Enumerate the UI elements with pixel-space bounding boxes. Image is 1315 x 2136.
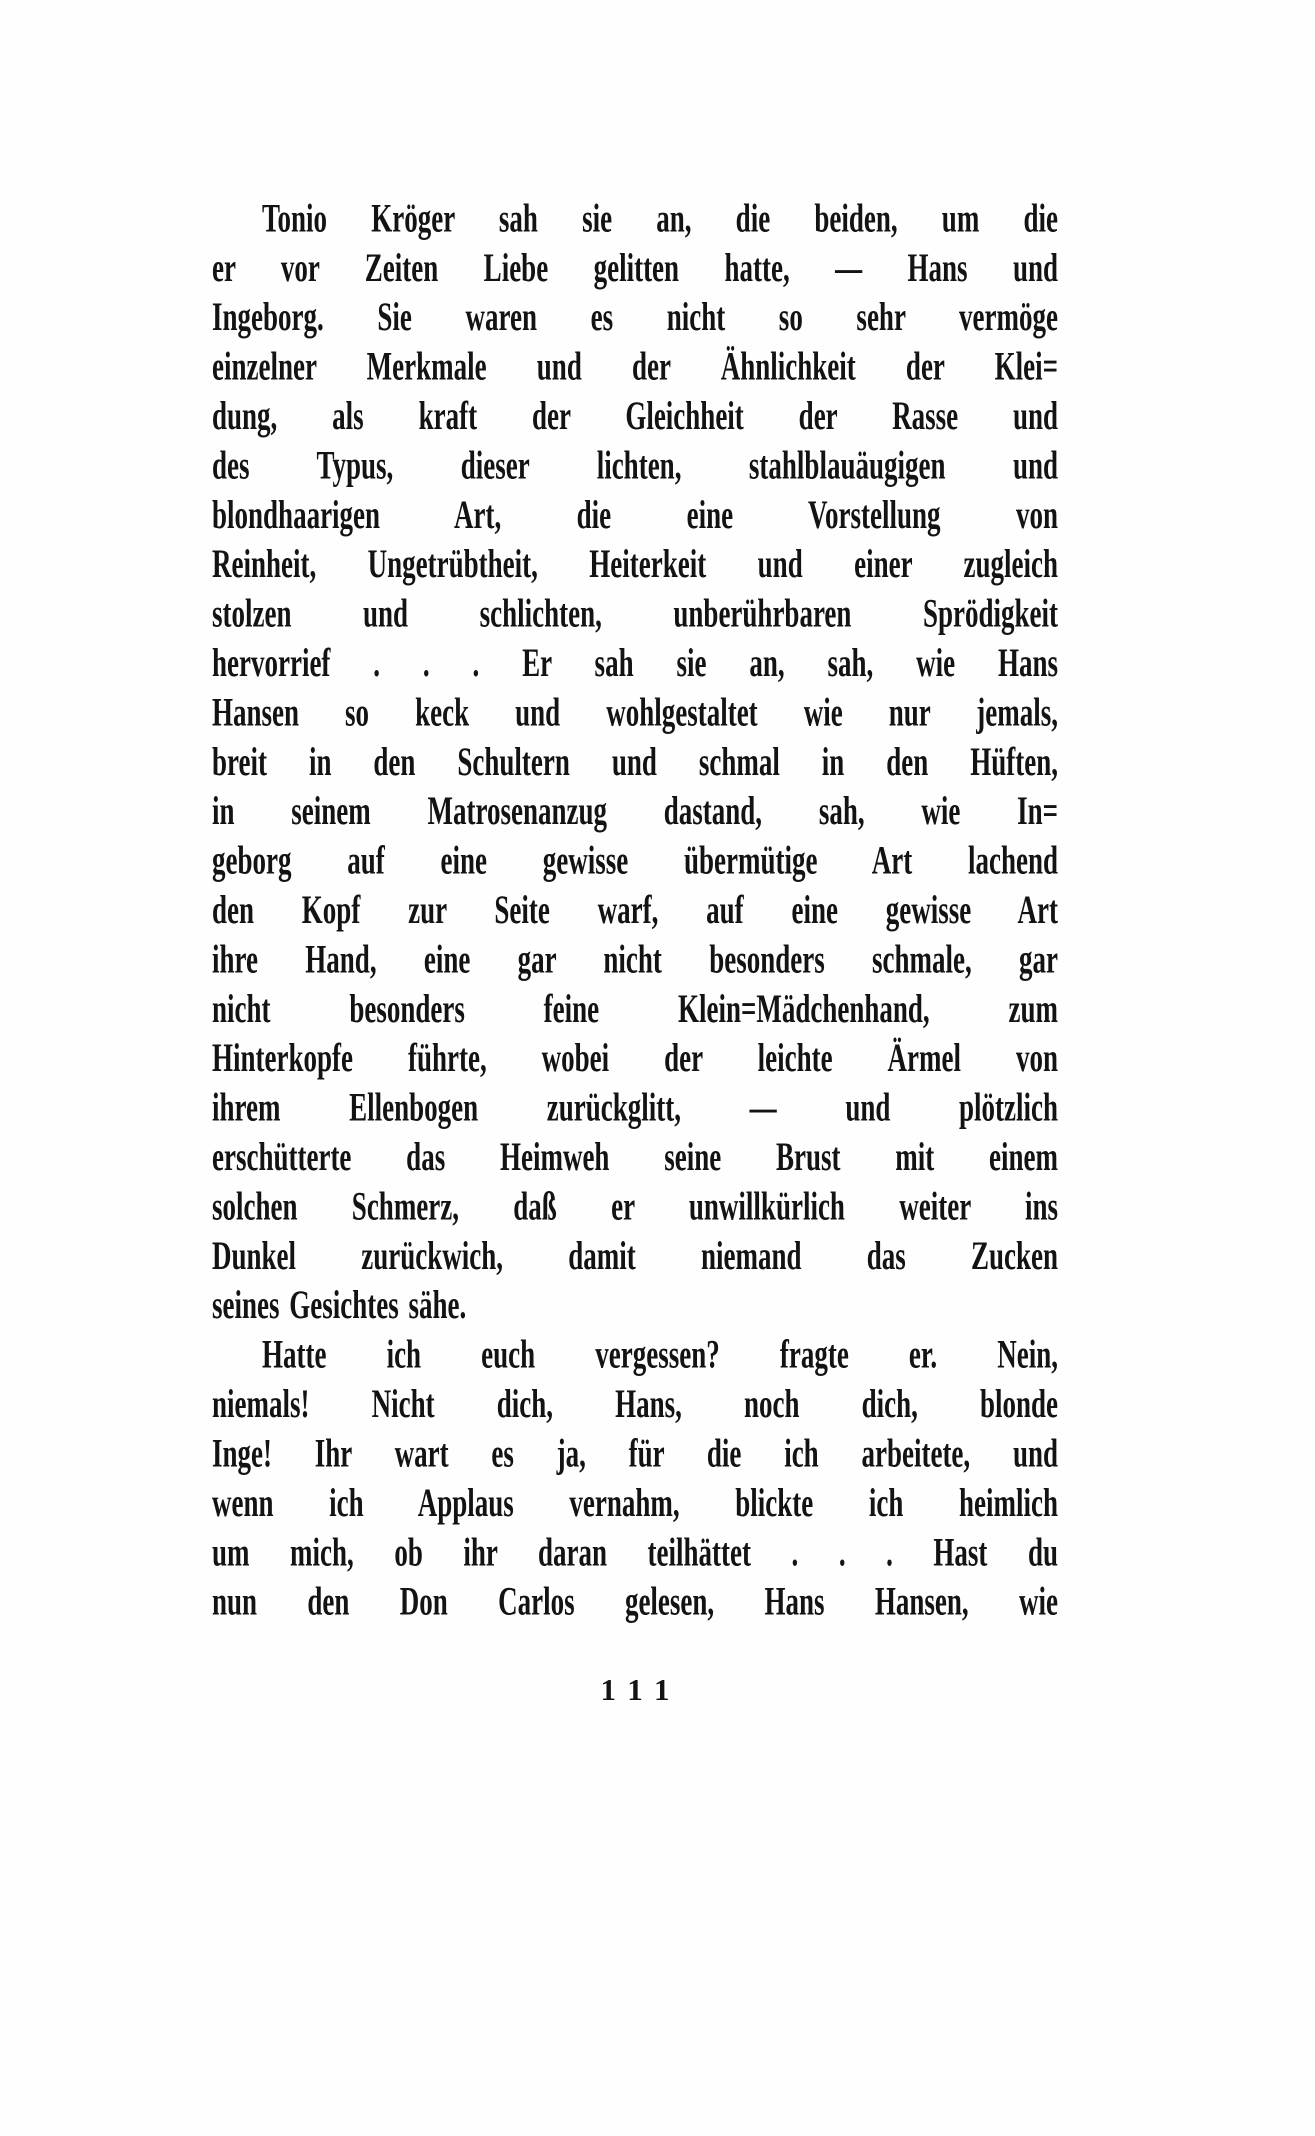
- paragraph-1: [212, 194, 1058, 1330]
- text-line: er vor Zeiten Liebe gelitten hatte, — Hans und: [212, 244, 1058, 290]
- text-line: stolzen und schlichten, unberührbaren Sprödigkeit: [212, 590, 1058, 636]
- text-block: [212, 194, 1058, 1627]
- text-line: solchen Schmerz, daß er unwillkürlich weiter ins: [212, 1183, 1058, 1229]
- text-line: wenn ich Applaus vernahm, blickte ich heimlich: [212, 1479, 1058, 1525]
- text-line: breit in den Schultern und schmal in den Hüften,: [212, 738, 1058, 784]
- text-line: Dunkel zurückwich, damit niemand das Zucken: [212, 1232, 1058, 1278]
- text-line: blondhaarigen Art, die eine Vorstellung von: [212, 491, 1058, 537]
- text-line: Hatte ich euch vergessen? fragte er. Nein,: [262, 1331, 1058, 1377]
- text-line: seines Gesichtes sähe.: [212, 1282, 467, 1328]
- text-line: erschütterte das Heimweh seine Brust mit einem: [212, 1134, 1058, 1180]
- page-number: 111: [600, 1672, 683, 1707]
- text-line: den Kopf zur Seite warf, auf eine gewisse Art: [212, 887, 1058, 933]
- text-line: hervorrief . . . Er sah sie an, sah, wie Hans: [212, 640, 1058, 686]
- text-line: geborg auf eine gewisse übermütige Art lachend: [212, 837, 1058, 883]
- text-line: um mich, ob ihr daran teilhättet . . . Hast du: [212, 1529, 1058, 1575]
- text-line: niemals! Nicht dich, Hans, noch dich, blonde: [212, 1381, 1058, 1427]
- text-line: Hansen so keck und wohlgestaltet wie nur jemals,: [212, 689, 1058, 735]
- text-line: in seinem Matrosenanzug dastand, sah, wie In=: [212, 788, 1058, 834]
- text-line: nicht besonders feine Klein=Mädchenhand, zum: [212, 985, 1058, 1031]
- text-line: nun den Don Carlos gelesen, Hans Hansen, wie: [212, 1578, 1058, 1624]
- text-line: Ingeborg. Sie waren es nicht so sehr vermöge: [212, 294, 1058, 340]
- text-line: Inge! Ihr wart es ja, für die ich arbeitete, und: [212, 1430, 1058, 1476]
- paragraph-2: [212, 1330, 1058, 1626]
- text-line: einzelner Merkmale und der Ähnlichkeit der Klei=: [212, 343, 1058, 389]
- text-line: ihrem Ellenbogen zurückglitt, — und plötzlich: [212, 1084, 1058, 1130]
- text-line: ihre Hand, eine gar nicht besonders schmale, gar: [212, 936, 1058, 982]
- text-line: dung, als kraft der Gleichheit der Rasse und: [212, 393, 1058, 439]
- text-line: des Typus, dieser lichten, stahlblauäugigen und: [212, 442, 1058, 488]
- text-line: Tonio Kröger sah sie an, die beiden, um die: [262, 195, 1058, 241]
- text-line: Hinterkopfe führte, wobei der leichte Ärmel von: [212, 1035, 1058, 1081]
- text-line: Reinheit, Ungetrübtheit, Heiterkeit und einer zugleich: [212, 541, 1058, 587]
